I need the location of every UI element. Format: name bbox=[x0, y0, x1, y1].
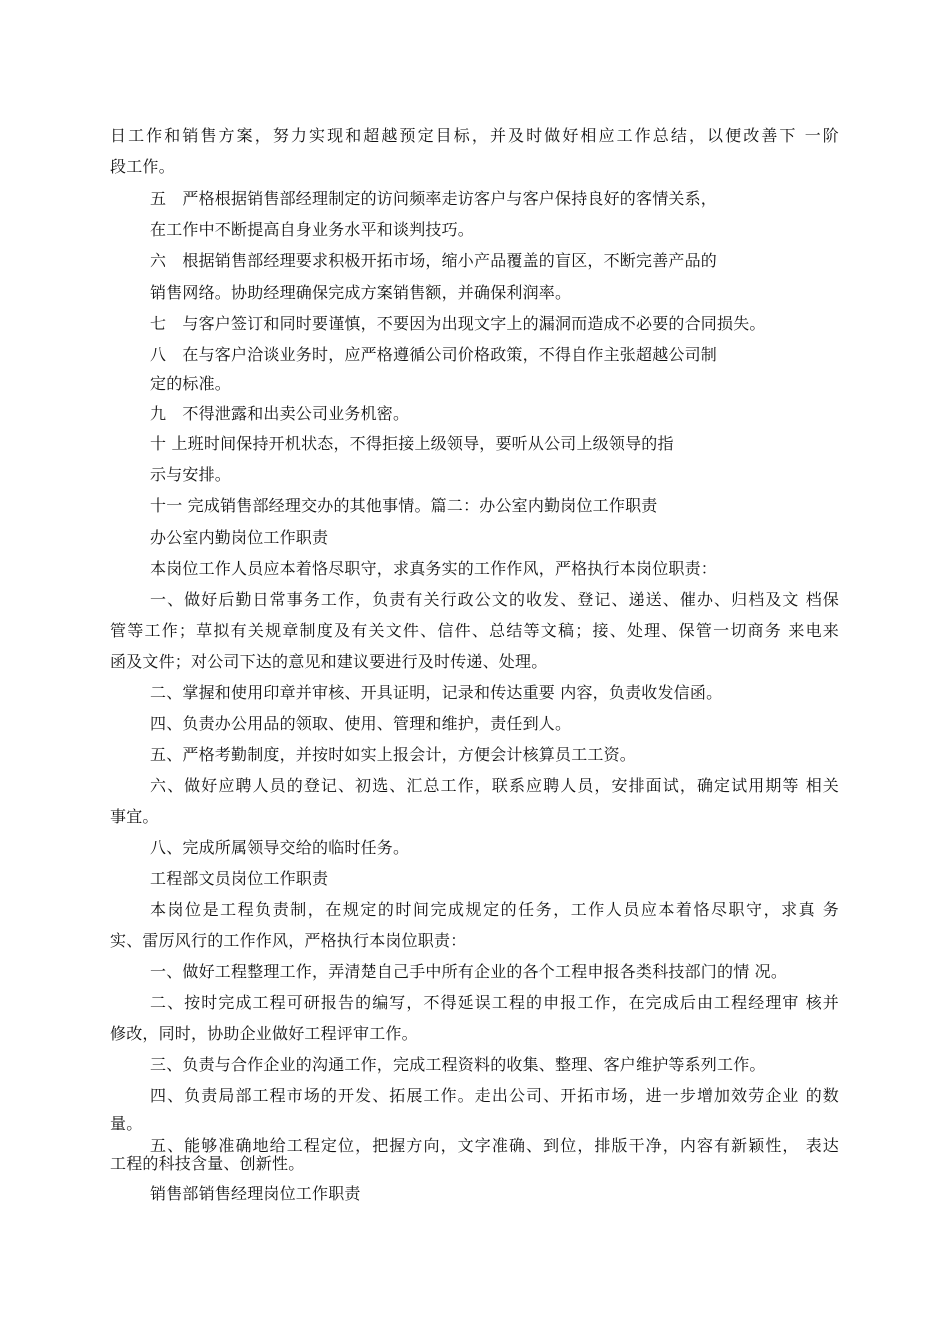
paragraph-line: 二、按时完成工程可研报告的编写，不得延误工程的申报工作，在完成后由工程经理审 核并 bbox=[150, 993, 839, 1012]
paragraph-line: 实、雷厉风行的工作作风，严格执行本岗位职责： bbox=[110, 931, 467, 950]
paragraph-line: 三、负责与合作企业的沟通工作，完成工程资料的收集、整理、客户维护等系列工作。 bbox=[150, 1055, 766, 1074]
paragraph-line: 十一 完成销售部经理交办的其他事情。篇二：办公室内勤岗位工作职责 bbox=[150, 496, 658, 515]
paragraph-line: 工程的科技含量、创新性。 bbox=[110, 1154, 305, 1173]
paragraph-line: 一、做好工程整理工作，弄清楚自己手中所有企业的各个工程申报各类科技部门的情 况。 bbox=[150, 962, 788, 981]
paragraph-line: 二、掌握和使用印章并审核、开具证明，记录和传达重要 内容，负责收发信函。 bbox=[150, 683, 723, 702]
paragraph-line: 定的标准。 bbox=[150, 374, 232, 393]
paragraph-line: 管等工作；草拟有关规章制度及有关文件、信件、总结等文稿；接、处理、保管一切商务 来电来 bbox=[110, 621, 839, 640]
paragraph-line: 量。 bbox=[110, 1114, 143, 1133]
paragraph-line: 在工作中不断提高自身业务水平和谈判技巧。 bbox=[150, 220, 475, 239]
paragraph-line: 五 严格根据销售部经理制定的访问频率走访客户与客户保持良好的客情关系， bbox=[150, 189, 718, 208]
paragraph-line: 六 根据销售部经理要求积极开拓市场，缩小产品覆盖的盲区，不断完善产品的 bbox=[150, 251, 718, 270]
paragraph-line: 十 上班时间保持开机状态，不得拒接上级领导，要听从公司上级领导的指 bbox=[150, 434, 674, 453]
paragraph-line: 段工作。 bbox=[110, 157, 175, 176]
paragraph-line: 函及文件；对公司下达的意见和建议要进行及时传递、处理。 bbox=[110, 652, 548, 671]
paragraph-line: 一、做好后勤日常事务工作，负责有关行政公文的收发、登记、递送、催办、归档及文 档保 bbox=[150, 590, 839, 609]
paragraph-line: 七 与客户签订和同时要谨慎，不要因为出现文字上的漏洞而造成不必要的合同损失。 bbox=[150, 314, 766, 333]
section-heading: 办公室内勤岗位工作职责 bbox=[150, 528, 329, 547]
paragraph-line: 四、负责局部工程市场的开发、拓展工作。走出公司、开拓市场，进一步增加效劳企业 的数 bbox=[150, 1086, 839, 1105]
paragraph-line: 日工作和销售方案，努力实现和超越预定目标，并及时做好相应工作总结，以便改善下 一阶 bbox=[110, 126, 839, 145]
paragraph-line: 本岗位工作人员应本着恪尽职守，求真务实的工作作风，严格执行本岗位职责： bbox=[150, 559, 718, 578]
paragraph-line: 六、做好应聘人员的登记、初选、汇总工作，联系应聘人员，安排面试，确定试用期等 相关 bbox=[150, 776, 839, 795]
paragraph-line: 五、严格考勤制度，并按时如实上报会计，方便会计核算员工工资。 bbox=[150, 745, 637, 764]
paragraph-line: 九 不得泄露和出卖公司业务机密。 bbox=[150, 404, 410, 423]
paragraph-line: 事宜。 bbox=[110, 807, 159, 826]
paragraph-line: 示与安排。 bbox=[150, 465, 232, 484]
paragraph-line: 销售网络。协助经理确保完成方案销售额，并确保利润率。 bbox=[150, 283, 572, 302]
paragraph-line: 四、负责办公用品的领取、使用、管理和维护，责任到人。 bbox=[150, 714, 572, 733]
paragraph-line: 八、完成所属领导交给的临时任务。 bbox=[150, 838, 410, 857]
paragraph-line: 本岗位是工程负责制，在规定的时间完成规定的任务，工作人员应本着恪尽职守，求真 务 bbox=[150, 900, 839, 919]
section-heading: 销售部销售经理岗位工作职责 bbox=[150, 1184, 361, 1203]
paragraph-line: 八 在与客户洽谈业务时，应严格遵循公司价格政策，不得自作主张超越公司制 bbox=[150, 345, 718, 364]
section-heading: 工程部文员岗位工作职责 bbox=[150, 869, 329, 888]
paragraph-line: 修改，同时，协助企业做好工程评审工作。 bbox=[110, 1024, 418, 1043]
paragraph-line: 五、能够准确地给工程定位，把握方向，文字准确、到位，排版干净，内容有新颖性， 表达 bbox=[150, 1136, 839, 1155]
